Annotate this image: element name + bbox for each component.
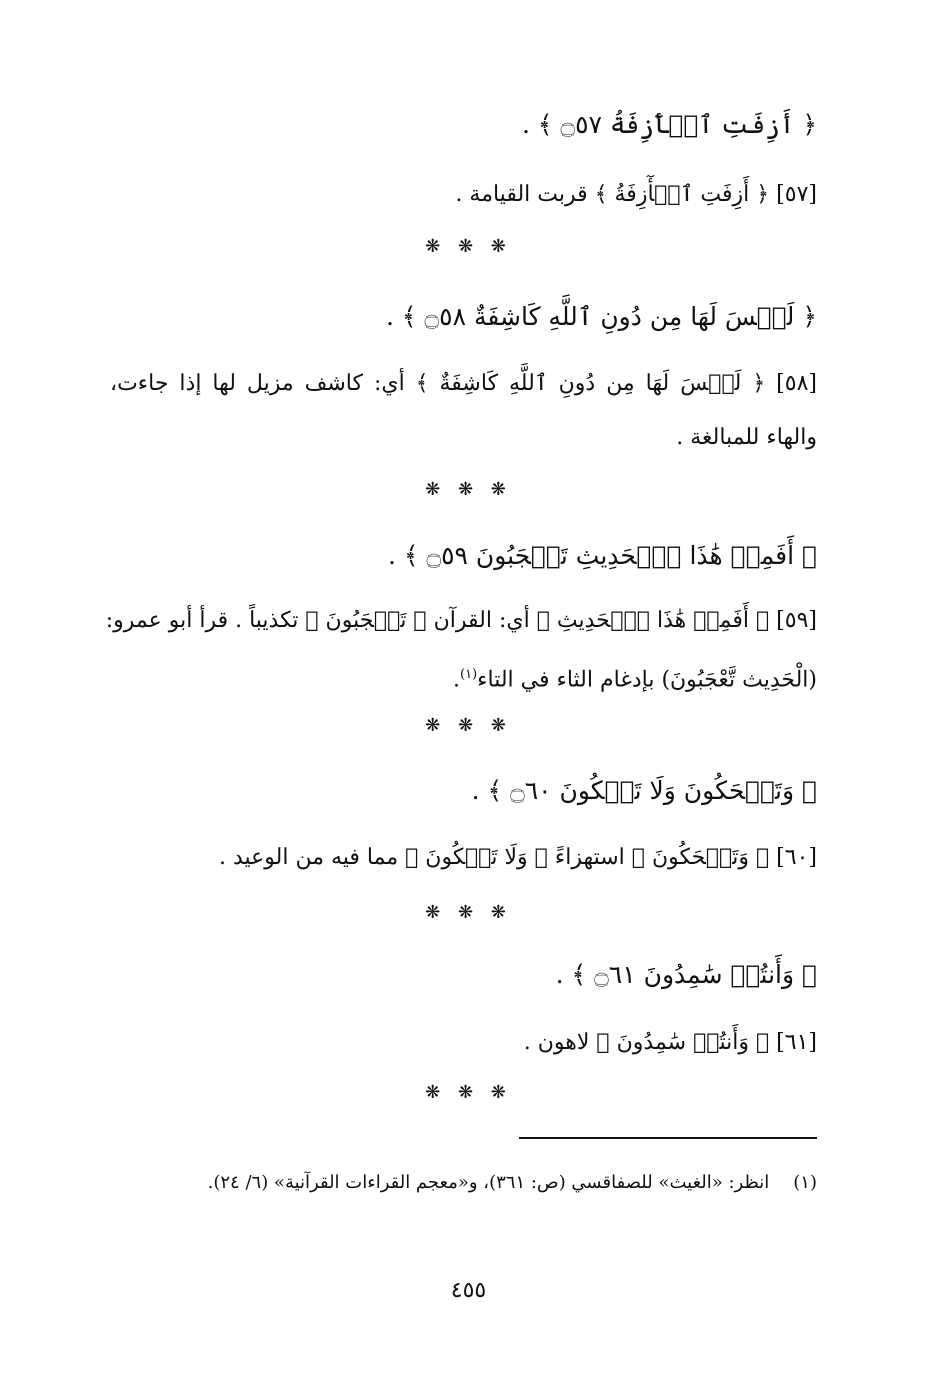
verse-line-57: ﴿ أَزِفَتِ ٱلۡأٓزِفَةُ ۝٥٧ ﴾ . [522,110,817,139]
commentary-61: [٦١] ﴿ وَأَنتُمۡ سَٰمِدُونَ ﴾ لاهون . [523,1030,817,1055]
footnote-divider [519,1137,817,1139]
separator-stars: ❋ ❋ ❋ [425,236,512,257]
footnote-reference[interactable]: (١) [460,667,478,682]
page-number: ٤٥٥ [450,1278,487,1303]
commentary-58-line1: [٥٨] ﴿ لَيۡسَ لَهَا مِن دُونِ ٱللَّهِ كَاشِفَةٌ ﴾ أي: كاشف مزيل لها إذا جاءت، [110,371,817,396]
separator-stars: ❋ ❋ ❋ [425,715,512,736]
footnote [208,1168,817,1198]
commentary-57: [٥٧] ﴿ أَزِفَتِ ٱلۡأٓزِفَةُ ﴾ قربت القيامة . [455,182,817,207]
commentary-59-line2-end: . [453,667,461,693]
commentary-59-line2-text: (الْحَدِيث تَّعْجَبُونَ) بإدغام الثاء في التاء [477,667,817,693]
commentary-59-line2 [453,658,817,697]
verse-line-59: ﴿ أَفَمِنۡ هَٰذَا ٱلۡحَدِيثِ تَعۡجَبُونَ ۝٥٩ ﴾ . [387,541,817,570]
commentary-60: [٦٠] ﴿ وَتَضۡحَكُونَ ﴾ استهزاءً ﴿ وَلَا تَبۡكُونَ ﴾ مما فيه من الوعيد . [218,845,817,870]
footnote-text: انظر: «الغيث» للصفاقسي (ص: ٣٦١)، و«معجم القراءات القرآنية» (٦/ ٢٤). [207,1172,770,1193]
separator-stars: ❋ ❋ ❋ [425,479,512,500]
verse-line-58: ﴿ لَيۡسَ لَهَا مِن دُونِ ٱللَّهِ كَاشِفَةٌ ۝٥٨ ﴾ . [386,302,817,331]
separator-stars: ❋ ❋ ❋ [425,902,512,923]
commentary-59-line1: [٥٩] ﴿ أَفَمِنۡ هَٰذَا ٱلۡحَدِيثِ ﴾ أي: القرآن ﴿ تَعۡجَبُونَ ﴾ تكذيباً . قرأ أبو عمرو: [105,608,817,633]
separator-stars: ❋ ❋ ❋ [425,1082,512,1103]
verse-line-60: ﴿ وَتَضۡحَكُونَ وَلَا تَبۡكُونَ ۝٦٠ ﴾ . [471,776,817,805]
verse-line-61: ﴿ وَأَنتُمۡ سَٰمِدُونَ ۝٦١ ﴾ . [555,960,817,989]
commentary-58-line2: والهاء للمبالغة . [676,425,817,450]
footnote-number: (١) [793,1172,817,1193]
